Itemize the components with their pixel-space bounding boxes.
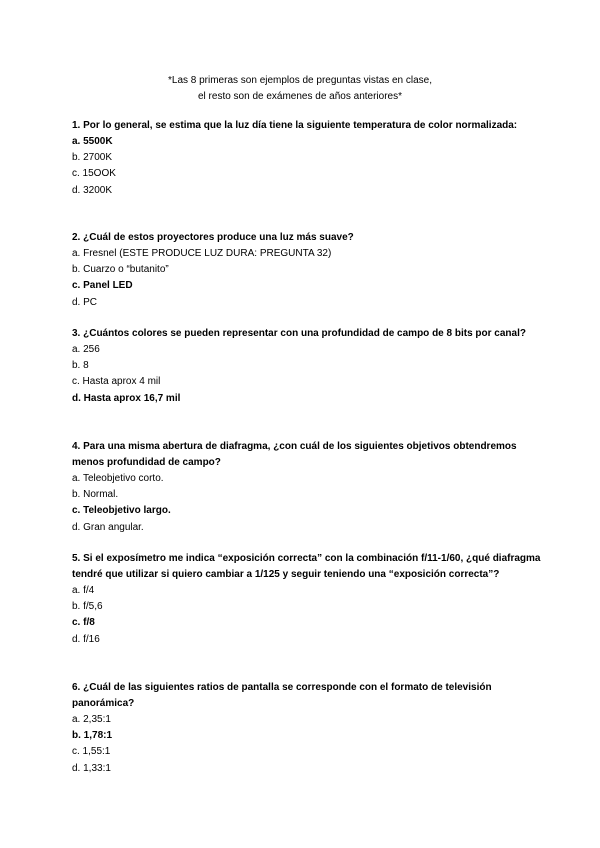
question-6-option-d: d. 1,33:1 (72, 762, 111, 774)
question-4-stem: 4. Para una misma abertura de diafragma, ¿con cuál de los siguientes objetivos obtendremos menos profundidad de campo? (72, 441, 517, 468)
question-5 (72, 551, 542, 648)
question-5-option-b: b. f/5,6 (72, 601, 103, 613)
question-2-option-a: a. Fresnel (ESTE PRODUCE LUZ DURA: PREGUNTA 32) (72, 248, 332, 259)
question-2-option-b: b. Cuarzo o “butanito” (72, 264, 169, 276)
question-1-option-d: d. 3200K (72, 184, 113, 196)
question-2-option-c: c. Panel LED (72, 280, 133, 292)
question-3 (72, 326, 542, 407)
question-1-option-b: b. 2700K (72, 152, 113, 164)
question-1-option-c: c. 15OOK (72, 168, 116, 180)
question-6-stem: 6. ¿Cuál de las siguientes ratios de pantalla se corresponde con el formato de televisión panorámica? (72, 682, 492, 709)
question-3-option-c: c. Hasta aprox 4 mil (72, 376, 161, 388)
question-3-option-b: b. 8 (72, 360, 89, 372)
question-3-option-a: a. 256 (72, 344, 100, 355)
question-5-option-c: c. f/8 (72, 617, 95, 629)
question-4-option-a: a. Teleobjetivo corto. (72, 473, 164, 484)
question-2-option-d: d. PC (72, 296, 98, 308)
question-1 (72, 118, 542, 199)
intro-note (0, 73, 600, 105)
question-2-stem: 2. ¿Cuál de estos proyectores produce una luz más suave? (72, 232, 354, 243)
question-3-option-d: d. Hasta aprox 16,7 mil (72, 392, 181, 404)
question-2 (72, 230, 542, 311)
question-4-option-d: d. Gran angular. (72, 521, 144, 533)
question-5-option-d: d. f/16 (72, 633, 100, 645)
question-3-stem: 3. ¿Cuántos colores se pueden representar con una profundidad de campo de 8 bits por canal? (72, 328, 526, 339)
question-1-stem: 1. Por lo general, se estima que la luz día tiene la siguiente temperatura de color normalizada: (72, 120, 518, 131)
question-1-option-a: a. 5500K (72, 136, 113, 147)
question-6-option-c: c. 1,55:1 (72, 746, 111, 758)
question-6-option-a: a. 2,35:1 (72, 714, 111, 725)
question-6-option-b: b. 1,78:1 (72, 730, 113, 742)
intro-line-1: *Las 8 primeras son ejemplos de preguntas vistas en clase, (167, 75, 433, 86)
question-4-option-b: b. Normal. (72, 489, 119, 501)
question-5-option-a: a. f/4 (72, 585, 95, 596)
question-6 (72, 680, 542, 777)
question-5-stem: 5. Si el exposímetro me indica “exposición correcta” con la combinación f/11-1/60, ¿qué diafragma tendré que utilizar si quiero cambiar a 1/125 y seguir teniendo una “exposición correcta”? (72, 553, 541, 580)
question-4-option-c: c. Teleobjetivo largo. (72, 505, 171, 517)
question-4 (72, 439, 542, 536)
intro-line-2: el resto son de exámenes de años anteriores* (197, 91, 402, 102)
